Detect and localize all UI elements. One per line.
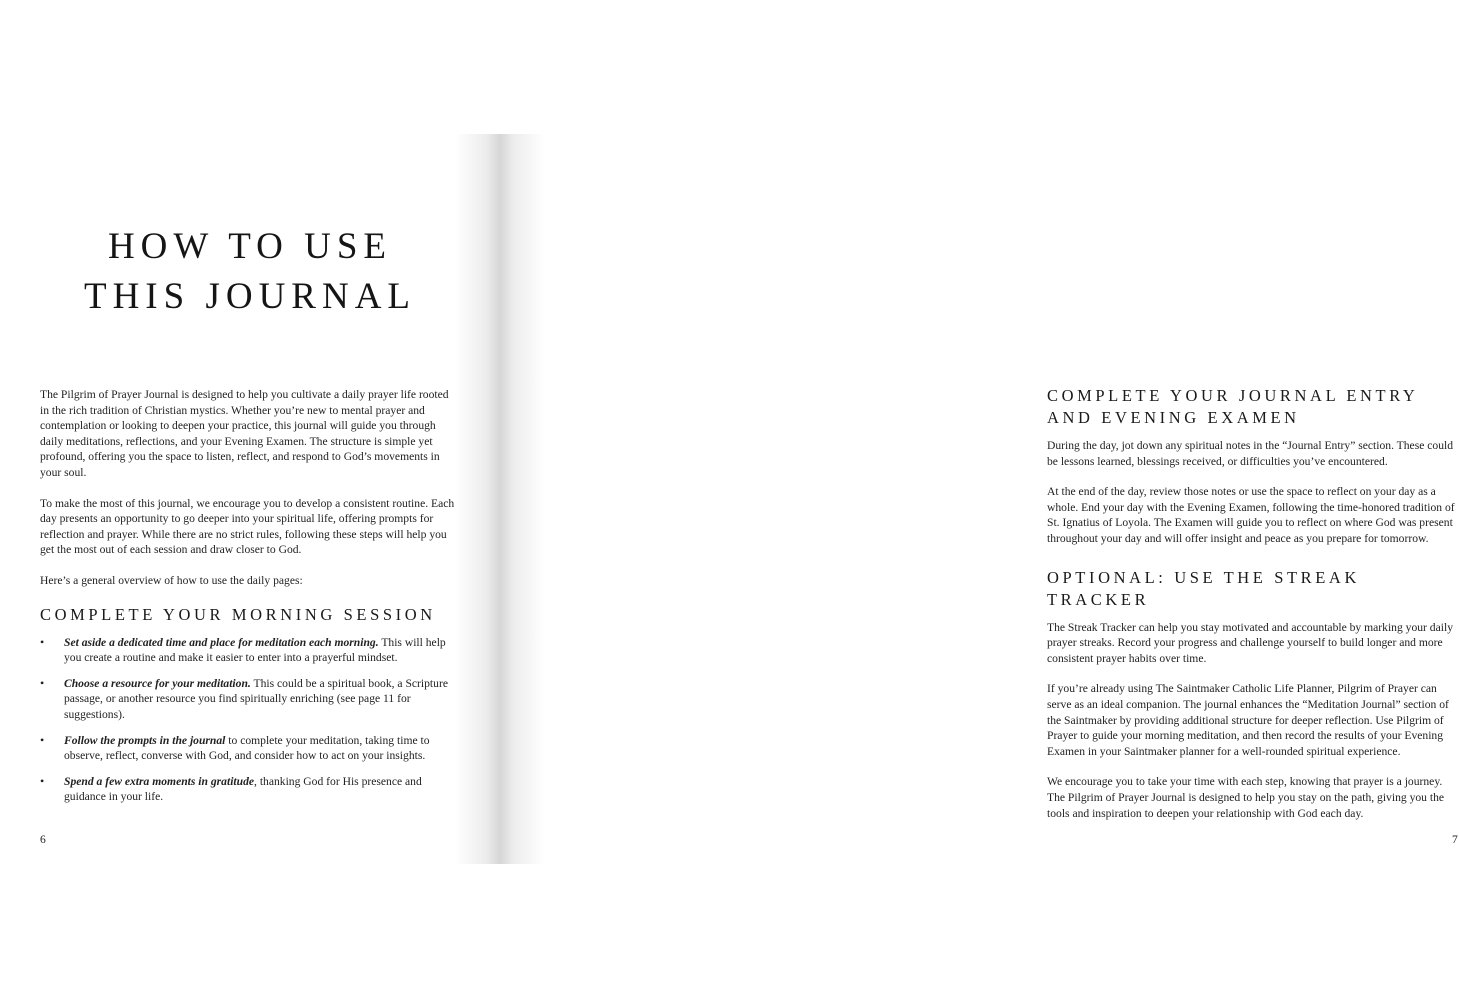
right-page [500, 0, 1458, 1000]
step-text: This could be a spiritual book, a Scripture passage, or another resource you find spiritually enriching (see page 11 for suggestions). [64, 676, 448, 721]
streak-tracker-heading: OPTIONAL: USE THE STREAK TRACKER [1047, 567, 1360, 609]
list-item [40, 733, 460, 764]
intro-paragraph: The Pilgrim of Prayer Journal is designed to help you cultivate a daily prayer life rooted in the rich tradition of Christian mystics. Whether you’re new to mental prayer and contemplation or looking to deepen your practice, this journal will guide you through daily meditations, reflections, and your Evening Examen. The structure is simple yet profound, offering you the space to listen, reflect, and respond to God’s movements in your soul. [40, 388, 449, 479]
list-item [40, 676, 460, 723]
step-lead: Set aside a dedicated time and place for meditation each morning. [64, 635, 379, 649]
journal-entry-paragraph: During the day, jot down any spiritual notes in the “Journal Entry” section. These could be lessons learned, blessings received, or difficulties you’ve encountered. [1047, 439, 1454, 468]
step-lead: Follow the prompts in the journal [64, 733, 226, 747]
title-line-2: THIS JOURNAL [83, 276, 417, 317]
page-title [40, 222, 460, 322]
step-text: to complete your meditation, taking time to observe, reflect, converse with God, and consider how to act on your insights. [64, 733, 430, 763]
title-line-1: HOW TO USE [107, 226, 393, 267]
step-text: This will help you create a routine and make it easier to enter into a prayerful mindset. [64, 635, 446, 665]
page-number-left: 6 [40, 833, 46, 846]
morning-steps-list [40, 635, 460, 805]
list-item [40, 635, 460, 666]
saintmaker-paragraph: If you’re already using The Saintmaker Catholic Life Planner, Pilgrim of Prayer can serve as an ideal companion. The journal enhances the “Meditation Journal” section of the Saintmaker by providing additional structure for deeper reflection. Use Pilgrim of Prayer to guide your morning meditation, and then record the results of your Evening Examen in your Saintmaker planner for a well-rounded spiritual experience. [1047, 682, 1449, 758]
list-item [40, 774, 460, 805]
streak-tracker-paragraph: The Streak Tracker can help you stay motivated and accountable by marking your daily prayer streaks. Record your progress and challenge yourself to build longer and more consistent prayer habits over time. [1047, 620, 1453, 665]
morning-session-heading: COMPLETE YOUR MORNING SESSION [40, 604, 436, 624]
journal-entry-heading: COMPLETE YOUR JOURNAL ENTRY AND EVENING EXAMEN [1047, 386, 1418, 427]
closing-paragraph: We encourage you to take your time with each step, knowing that prayer is a journey. The Pilgrim of Prayer Journal is designed to help you stay on the path, giving you the tools and inspiration to deepen your relationship with God each day. [1047, 775, 1445, 820]
left-page [0, 0, 500, 1000]
evening-examen-paragraph: At the end of the day, review those notes or use the space to reflect on your day as a whole. End your day with the Evening Examen, following the time-honored tradition of St. Ignatius of Loyola. The Examen will guide you to reflect on where God was present throughout your day and will offer insight and peace as you prepare for tomorrow. [1047, 485, 1455, 545]
left-text-column [40, 387, 460, 815]
step-lead: Choose a resource for your meditation. [64, 676, 251, 690]
step-text: , thanking God for His presence and guidance in your life. [64, 774, 422, 804]
right-text-column [1047, 385, 1459, 836]
step-lead: Spend a few extra moments in gratitude [64, 774, 255, 788]
page-number-right: 7 [1452, 833, 1458, 846]
routine-paragraph: To make the most of this journal, we encourage you to develop a consistent routine. Each day presents an opportunity to go deeper into your spiritual life, offering prompts for reflection and prayer. While there are no strict rules, following these steps will help you get the most out of each session and draw closer to God. [40, 496, 455, 557]
overview-paragraph: Here’s a general overview of how to use the daily pages: [40, 573, 303, 587]
